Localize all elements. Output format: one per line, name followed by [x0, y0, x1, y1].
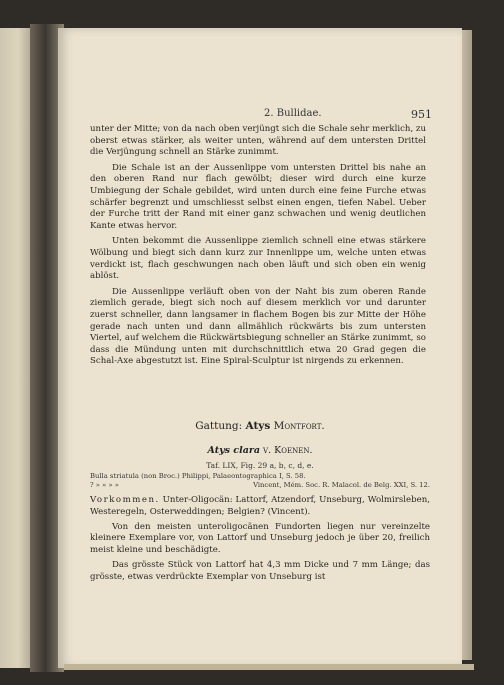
left-page-edge	[0, 28, 30, 668]
body-text	[90, 124, 426, 372]
genus-author: Montfort.	[273, 420, 325, 432]
reference-text: Vincent, Mém. Soc. R. Malacol. de Belg. XXI, S. 12.	[253, 481, 430, 489]
genus-name: Atys	[245, 420, 271, 432]
occurrence-paragraph	[90, 495, 430, 519]
reference-text: Bulla striatula (non Broc.) Philippi, Palaeontographica I, S. 58.	[90, 472, 306, 480]
paragraph: Die Schale ist an der Aussenlippe vom untersten Drittel bis nahe an den oberen Rand nur flach gewölbt; dieser wird durch eine kurze Umbiegung der Schale gebildet, wird unten durch eine feine Furche etwas schärfer begrenzt und umschliesst selbst einen engen, tiefen Nabel. Ueber der Furche tritt der Rand mit einer ganz schwachen und wenig deutlichen Kante etwas hervor.	[90, 162, 426, 231]
reference-line	[90, 481, 430, 490]
paragraph: Von den meisten unteroligocänen Fundorten liegen nur vereinzelte kleinere Exemplare vor, von Lattorf und Unseburg jedoch je über 20, freilich meist kleine und beschädigte.	[90, 521, 430, 556]
reference-line	[90, 472, 430, 481]
plate-reference: Taf. LIX, Fig. 29 a, b, c, d, e.	[206, 461, 314, 470]
synonymy-references	[90, 472, 430, 490]
section-title: 2. Bullidae.	[264, 108, 322, 119]
genus-heading	[58, 420, 462, 432]
reference-text: ? » » » »	[90, 481, 119, 489]
page-number: 951	[411, 108, 432, 121]
paragraph: Das grösste Stück von Lattorf hat 4,3 mm Dicke und 7 mm Länge; das grösste, etwas verdrückte Exemplar von Unseburg ist	[90, 559, 430, 582]
paragraph: unter der Mitte; von da nach oben verjüngt sich die Schale sehr merklich, zu oberst etwas stärker, als weiter unten, während auf dem untersten Drittel die Verjüngung schnell an Stärke zunimmt.	[90, 124, 426, 158]
book-page	[58, 28, 462, 668]
body-text-2	[90, 495, 430, 587]
occurrence-text: Unter-Oligocän: Lattorf, Atzendorf, Unseburg, Wolmirsleben, Westeregeln, Osterweddingen; Belgien? (Vincent).	[90, 495, 430, 517]
species-name: Atys clara	[207, 445, 261, 456]
genus-label: Gattung:	[195, 420, 243, 432]
species-heading	[58, 445, 462, 456]
paragraph: Die Aussenlippe verläuft oben von der Naht bis zum oberen Rande ziemlich gerade, biegt sich noch auf diesem merklich vor und darunter zuerst schneller, dann langsamer in flachem Bogen bis zur Mitte der Höhe gerade nach unten und dann allmählich rückwärts bis zum untersten Viertel, auf welchem die Rückwärtsbiegung schneller an Stärke zunimmt, so dass die Mündung unten mit durchschnittlich etwa 20 Grad gegen die Schal-Axe abgestutzt ist. Eine Spiral-Sculptur ist nirgends zu erkennen.	[90, 286, 426, 367]
page-bottom-edge	[64, 664, 474, 670]
occurrence-label: Vorkommen.	[90, 495, 160, 505]
paragraph: Unten bekommt die Aussenlippe ziemlich schnell eine etwas stärkere Wölbung und biegt sich dann kurz zur Innenlippe um, welche unten etwas verdickt ist, flach geschwungen nach oben läuft und sich oben ein wenig ablöst.	[90, 236, 426, 282]
species-author: v. Koenen.	[263, 445, 313, 456]
